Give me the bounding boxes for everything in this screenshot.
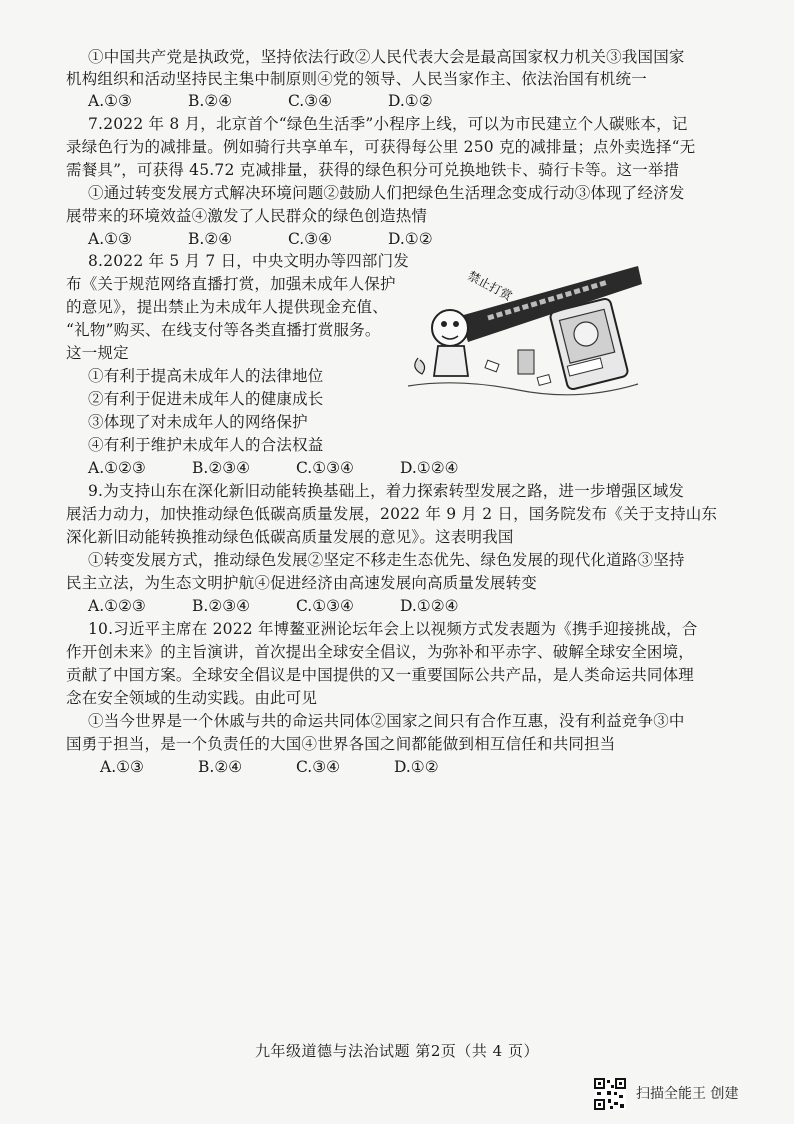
- q7-line-1: 7.2022 年 8 月，北京首个“绿色生活季”小程序上线，可以为市民建立个人碳账本，记: [88, 115, 688, 133]
- cartoon-caption: 禁止打赏: [465, 268, 515, 304]
- q8-item-1: ①有利于提高未成年人的法律地位: [88, 367, 324, 385]
- q8-option-d: D.①②④: [400, 459, 459, 477]
- q9-options: [88, 595, 504, 617]
- scanner-brand: 扫描全能王 创建: [636, 1086, 739, 1102]
- q6-options: [88, 90, 488, 112]
- q7-option-b: B.②④: [188, 230, 233, 248]
- q10-option-c: C.③④: [296, 758, 341, 776]
- q8-line-4: “礼物”购买、在线支付等各类直播打赏服务。: [66, 321, 381, 339]
- q8-option-a: A.①②③: [88, 459, 146, 477]
- q9-option-a: A.①②③: [88, 597, 146, 615]
- q7-line-4: ①通过转变发展方式解决环境问题②鼓励人们把绿色生活理念变成行动③体现了经济发: [88, 184, 685, 202]
- q8-line-3: 的意见》，提出禁止为未成年人提供现金充值、: [66, 298, 388, 316]
- q8-options: [88, 457, 504, 479]
- q7-option-d: D.①②: [388, 230, 433, 248]
- q10-line-1: 10.习近平主席在 2022 年博鳌亚洲论坛年会上以视频方式发表题为《携手迎接挑战，合: [88, 620, 698, 638]
- q9-line-1: 9.为支持山东在深化新旧动能转换基础上，着力探索转型发展之路，进一步增强区域发: [88, 482, 685, 500]
- q10-line-4: 念在安全领域的生动实践。由此可见: [66, 689, 318, 707]
- q10-line-2: 作开创未来》的主旨演讲，首次提出全球安全倡议，为弥补和平赤字、破解全球安全困境，: [66, 643, 695, 661]
- q9-option-b: B.②③④: [192, 597, 251, 615]
- q9-line-5: 民主立法，为生态文明护航④促进经济由高速发展向高质量发展转变: [66, 574, 538, 592]
- qr-code-icon: [594, 1078, 626, 1110]
- q7-options: [88, 228, 488, 250]
- q9-line-3: 深化新旧动能转换推动绿色低碳高质量发展的意见》。这表明我国: [66, 528, 514, 546]
- q8-item-3: ③体现了对未成年人的网络保护: [88, 413, 308, 431]
- q7-line-3: 需餐具”，可获得 45.72 克减排量，获得的绿色积分可兑换地铁卡、骑行卡等。这一举措: [66, 161, 680, 179]
- page-footer: 九年级道德与法治试题 第2页（共 4 页）: [255, 1042, 539, 1060]
- q9-line-2: 展活力动力，加快推动绿色低碳高质量发展，2022 年 9 月 2 日，国务院发布《关于支持山东: [66, 505, 718, 523]
- q10-option-d: D.①②: [394, 758, 439, 776]
- q9-option-d: D.①②④: [400, 597, 459, 615]
- q6-option-a: A.①③: [88, 92, 132, 110]
- q7-line-5: 展带来的环境效益④激发了人民群众的绿色创造热情: [66, 207, 428, 225]
- q10-line-3: 贡献了中国方案。全球安全倡议是中国提供的又一重要国际公共产品，是人类命运共同体理: [66, 666, 695, 684]
- cartoon-illustration: [398, 258, 644, 398]
- q7-line-2: 录绿色行为的减排量。例如骑行共享单车，可获得每公里 250 克的减排量；点外卖选择“无: [66, 138, 696, 156]
- q9-line-4: ①转变发展方式，推动绿色发展②坚定不移走生态优先、绿色发展的现代化道路③坚持: [88, 551, 685, 569]
- q9-option-c: C.①③④: [296, 597, 354, 615]
- q8-line-5: 这一规定: [66, 344, 129, 362]
- q8-option-b: B.②③④: [192, 459, 251, 477]
- q6-option-c: C.③④: [288, 92, 333, 110]
- q6-option-d: D.①②: [388, 92, 433, 110]
- q7-option-a: A.①③: [88, 230, 132, 248]
- q10-option-b: B.②④: [198, 758, 243, 776]
- q6-line-1: ①中国共产党是执政党，坚持依法行政②人民代表大会是最高国家权力机关③我国国家: [88, 48, 685, 66]
- q10-options: [100, 756, 492, 778]
- q8-item-4: ④有利于维护未成年人的合法权益: [88, 436, 324, 454]
- q6-line-2: 机构组织和活动坚持民主集中制原则④党的领导、人民当家作主、依法治国有机统一: [66, 70, 647, 88]
- q10-line-5: ①当今世界是一个休戚与共的命运共同体②国家之间只有合作互惠，没有利益竞争③中: [88, 712, 685, 730]
- q8-line-2: 布《关于规范网络直播打赏，加强未成年人保护: [66, 275, 396, 293]
- q7-option-c: C.③④: [288, 230, 333, 248]
- q8-line-1: 8.2022 年 5 月 7 日，中央文明办等四部门发: [88, 252, 409, 270]
- q10-line-6: 国勇于担当，是一个负责任的大国④世界各国之间都能做到相互信任和共同担当: [66, 735, 616, 753]
- q8-option-c: C.①③④: [296, 459, 354, 477]
- q10-option-a: A.①③: [100, 758, 144, 776]
- q8-item-2: ②有利于促进未成年人的健康成长: [88, 390, 324, 408]
- q6-option-b: B.②④: [188, 92, 233, 110]
